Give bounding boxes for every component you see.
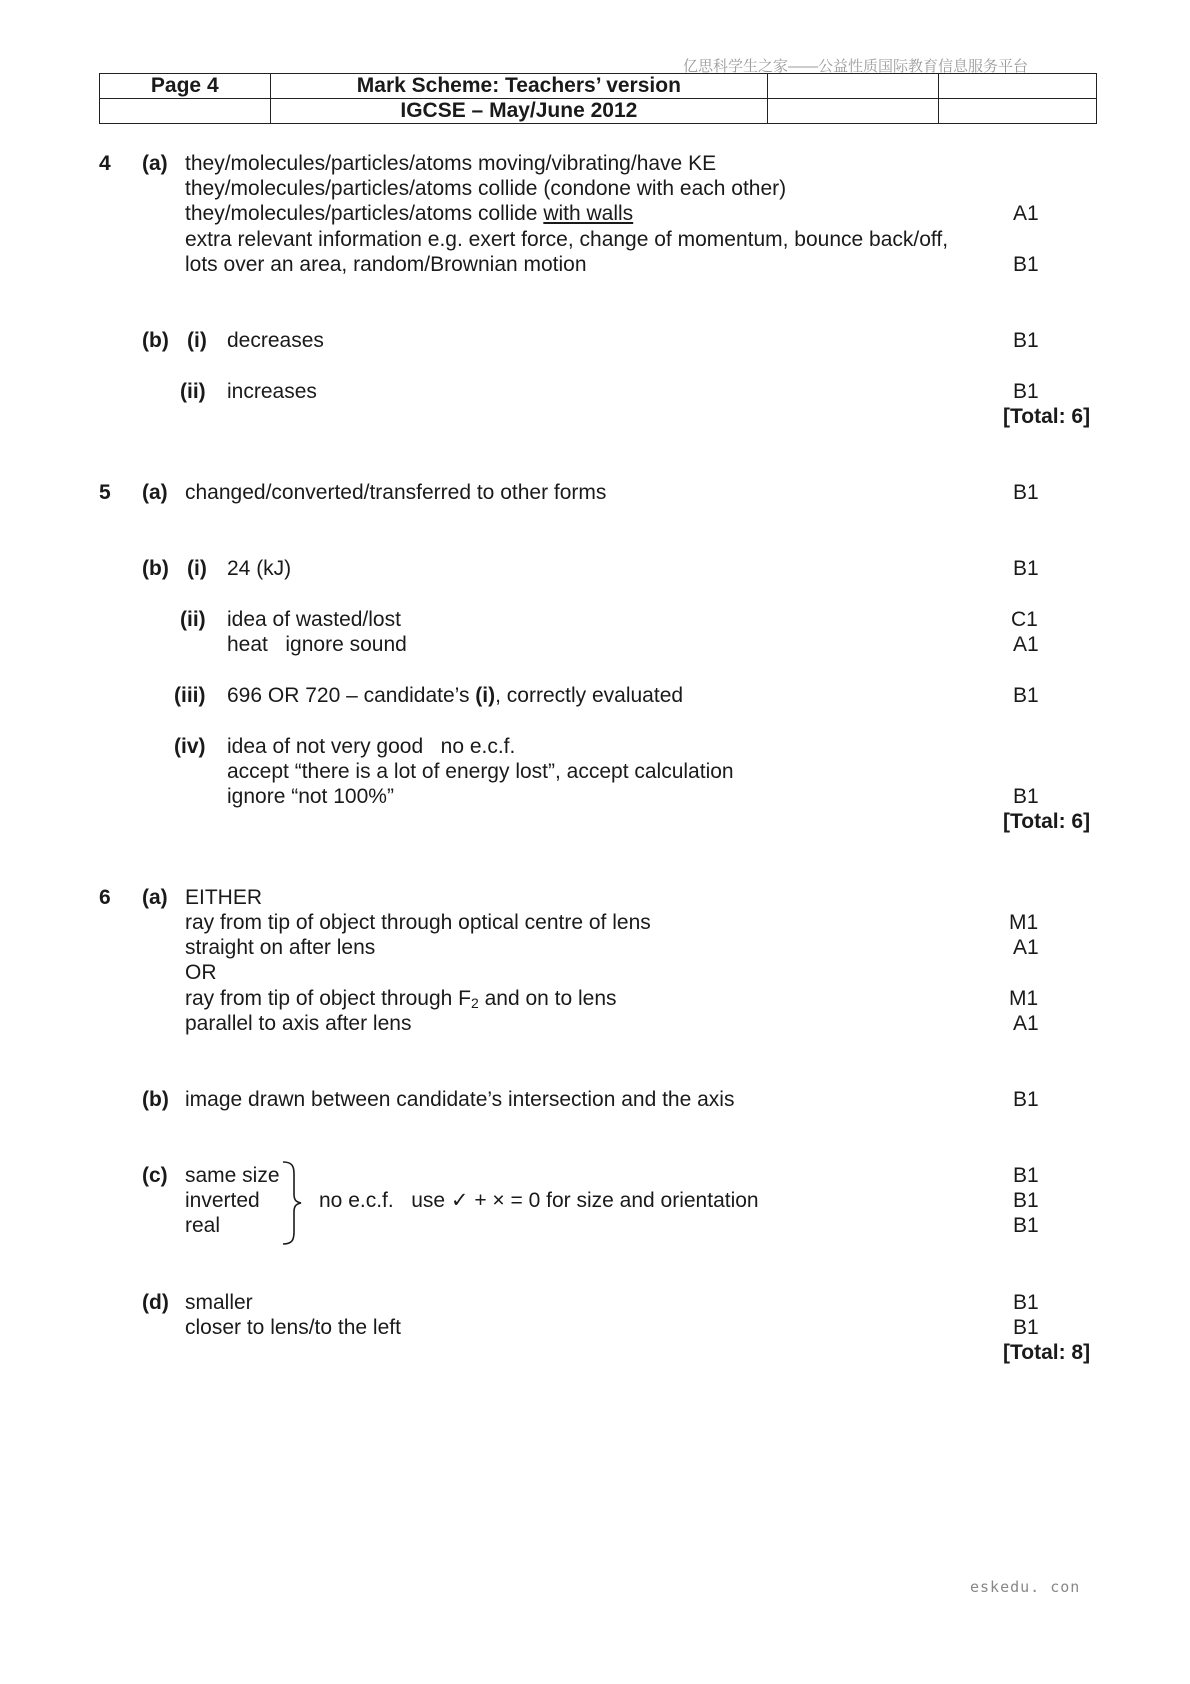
part-label: (a) <box>142 886 168 909</box>
mark: B1 <box>1013 1088 1039 1111</box>
answer-line: parallel to axis after lens <box>185 1012 412 1035</box>
answer-text: 696 OR 720 – candidate’s <box>227 684 476 707</box>
answer-line: EITHER <box>185 886 263 909</box>
header-empty-cell <box>100 99 271 124</box>
mark: B1 <box>1013 785 1039 808</box>
footer-site-text: eskedu. con <box>970 1578 1081 1596</box>
answer-line: 24 (kJ) <box>227 557 292 580</box>
total: [Total: 6] <box>1003 810 1091 833</box>
answer-text: and on to lens <box>478 987 617 1010</box>
total: [Total: 6] <box>1003 405 1091 428</box>
watermark-text: 亿思科学生之家——公益性质国际教育信息服务平台 <box>683 58 1029 75</box>
mark: A1 <box>1013 1012 1039 1035</box>
question-number: 6 <box>99 886 111 909</box>
subpart-label: (i) <box>187 329 207 352</box>
mark: A1 <box>1013 202 1039 225</box>
part-label: (b) <box>142 1088 169 1111</box>
answer-note: no e.c.f. use ✓ + × = 0 for size and orientation <box>319 1189 759 1212</box>
header-subtitle: IGCSE – May/June 2012 <box>270 99 768 124</box>
header-title: Mark Scheme: Teachers’ version <box>270 74 768 99</box>
header-empty-cell <box>938 74 1096 99</box>
mark: B1 <box>1013 1316 1039 1339</box>
answer-line: OR <box>185 961 217 984</box>
answer-line: they/molecules/particles/atoms collide (condone with each other) <box>185 177 787 200</box>
part-label: (d) <box>142 1291 169 1314</box>
part-label: (a) <box>142 152 168 175</box>
mark: B1 <box>1013 1164 1039 1187</box>
mark: M1 <box>1009 987 1039 1010</box>
answer-line: ray from tip of object through optical centre of lens <box>185 911 651 934</box>
mark: A1 <box>1013 633 1039 656</box>
question-number: 4 <box>99 152 111 175</box>
answer-line: lots over an area, random/Brownian motion <box>185 253 587 276</box>
answer-line: real <box>185 1214 221 1237</box>
answer-line: changed/converted/transferred to other forms <box>185 481 607 504</box>
answer-line: heat ignore sound <box>227 633 407 656</box>
mark: B1 <box>1013 684 1039 707</box>
mark: C1 <box>1011 608 1038 631</box>
mark: B1 <box>1013 1214 1039 1237</box>
header-empty-cell <box>768 74 938 99</box>
answer-line: extra relevant information e.g. exert force, change of momentum, bounce back/off, <box>185 228 949 251</box>
total: [Total: 8] <box>1003 1341 1091 1364</box>
part-label: (b) <box>142 329 169 352</box>
answer-text: ray from tip of object through F <box>185 987 471 1010</box>
underlined-text: with walls <box>543 202 634 225</box>
header-empty-cell <box>768 99 938 124</box>
answer-line <box>185 986 617 1011</box>
mark: B1 <box>1013 253 1039 276</box>
answer-line: inverted <box>185 1189 260 1212</box>
answer-line: idea of wasted/lost <box>227 608 401 631</box>
question-number: 5 <box>99 481 111 504</box>
answer-line <box>185 201 633 226</box>
part-label: (c) <box>142 1164 168 1187</box>
part-label: (b) <box>142 557 169 580</box>
subpart-label: (iii) <box>174 684 206 707</box>
subscript: 2 <box>470 995 479 1011</box>
answer-line: accept “there is a lot of energy lost”, accept calculation <box>227 760 734 783</box>
answer-line: decreases <box>227 329 324 352</box>
header-empty-cell <box>938 99 1096 124</box>
answer-line: increases <box>227 380 317 403</box>
header-page: Page 4 <box>100 74 271 99</box>
subpart-label: (i) <box>187 557 207 580</box>
subpart-label: (ii) <box>180 380 206 403</box>
answer-line: closer to lens/to the left <box>185 1316 401 1339</box>
answer-text: they/molecules/particles/atoms collide <box>185 202 544 225</box>
mark: B1 <box>1013 329 1039 352</box>
part-label: (a) <box>142 481 168 504</box>
mark: B1 <box>1013 380 1039 403</box>
mark: B1 <box>1013 481 1039 504</box>
answer-line: they/molecules/particles/atoms moving/vibrating/have KE <box>185 152 717 175</box>
answer-bold-ref: (i) <box>475 684 496 707</box>
mark: B1 <box>1013 1189 1039 1212</box>
subpart-label: (iv) <box>174 735 206 758</box>
answer-line: straight on after lens <box>185 936 376 959</box>
answer-line: idea of not very good no e.c.f. <box>227 735 516 758</box>
subpart-label: (ii) <box>180 608 206 631</box>
answer-text: , correctly evaluated <box>495 684 684 707</box>
answer-line <box>227 683 683 708</box>
mark: M1 <box>1009 911 1039 934</box>
answer-line: ignore “not 100%” <box>227 785 394 808</box>
curly-brace-icon <box>280 1160 302 1246</box>
mark: B1 <box>1013 557 1039 580</box>
answer-line: same size <box>185 1164 280 1187</box>
answer-line: smaller <box>185 1291 253 1314</box>
mark: B1 <box>1013 1291 1039 1314</box>
mark: A1 <box>1013 936 1039 959</box>
answer-line: image drawn between candidate’s intersection and the axis <box>185 1088 735 1111</box>
header-table <box>99 73 1097 124</box>
